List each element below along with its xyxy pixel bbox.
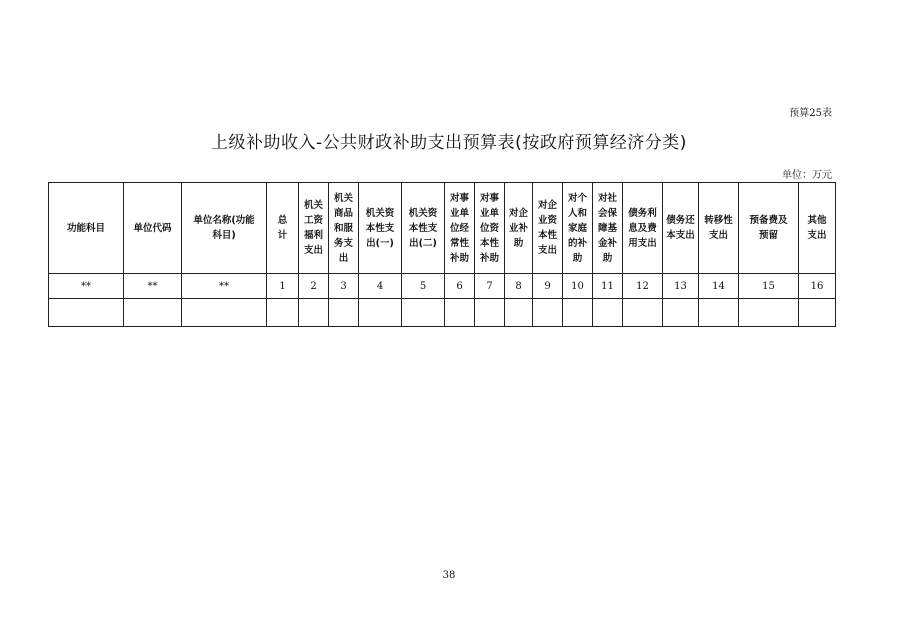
code-cell: 2 bbox=[299, 274, 329, 299]
code-cell: 9 bbox=[533, 274, 563, 299]
column-header: 机关资 本性支 出(二) bbox=[402, 183, 445, 274]
column-header: 债务还 本支出 bbox=[663, 183, 699, 274]
column-header: 对事 业单 位资 本性 补助 bbox=[475, 183, 505, 274]
code-cell: 10 bbox=[563, 274, 593, 299]
data-cell bbox=[49, 299, 124, 327]
column-header: 功能科目 bbox=[49, 183, 124, 274]
code-cell: 1 bbox=[267, 274, 299, 299]
data-cell bbox=[402, 299, 445, 327]
data-cell bbox=[475, 299, 505, 327]
code-cell: ** bbox=[49, 274, 124, 299]
code-cell: 15 bbox=[739, 274, 799, 299]
data-cell bbox=[699, 299, 739, 327]
data-cell bbox=[182, 299, 267, 327]
column-header: 总 计 bbox=[267, 183, 299, 274]
column-header: 机关 工资 福利 支出 bbox=[299, 183, 329, 274]
column-header: 机关资 本性支 出(一) bbox=[359, 183, 402, 274]
column-header: 对社 会保 障基 金补 助 bbox=[593, 183, 623, 274]
table-row bbox=[49, 299, 836, 327]
code-cell: ** bbox=[182, 274, 267, 299]
column-header: 其他 支出 bbox=[799, 183, 836, 274]
code-cell: 16 bbox=[799, 274, 836, 299]
code-cell: 14 bbox=[699, 274, 739, 299]
column-header: 机关 商品 和服 务支 出 bbox=[329, 183, 359, 274]
column-header: 对企 业资 本性 支出 bbox=[533, 183, 563, 274]
page-number: 38 bbox=[442, 570, 456, 581]
header-row bbox=[49, 183, 836, 274]
form-code: 预算25表 bbox=[789, 108, 832, 119]
column-header: 转移性 支出 bbox=[699, 183, 739, 274]
column-header: 单位代码 bbox=[124, 183, 182, 274]
data-cell bbox=[533, 299, 563, 327]
data-cell bbox=[359, 299, 402, 327]
data-cell bbox=[505, 299, 533, 327]
data-cell bbox=[563, 299, 593, 327]
code-cell: 8 bbox=[505, 274, 533, 299]
data-cell bbox=[445, 299, 475, 327]
page-title: 上级补助收入-公共财政补助支出预算表(按政府预算经济分类) bbox=[211, 133, 687, 153]
column-header: 单位名称(功能 科目) bbox=[182, 183, 267, 274]
code-cell: 5 bbox=[402, 274, 445, 299]
code-cell: 13 bbox=[663, 274, 699, 299]
code-cell: ** bbox=[124, 274, 182, 299]
code-cell: 7 bbox=[475, 274, 505, 299]
code-cell: 4 bbox=[359, 274, 402, 299]
data-cell bbox=[663, 299, 699, 327]
code-cell: 12 bbox=[623, 274, 663, 299]
data-cell bbox=[623, 299, 663, 327]
column-code-row bbox=[49, 274, 836, 299]
code-cell: 3 bbox=[329, 274, 359, 299]
data-cell bbox=[799, 299, 836, 327]
data-cell bbox=[329, 299, 359, 327]
code-cell: 11 bbox=[593, 274, 623, 299]
column-header: 对事 业单 位经 常性 补助 bbox=[445, 183, 475, 274]
column-header: 对个 人和 家庭 的补 助 bbox=[563, 183, 593, 274]
column-header: 债务利 息及费 用支出 bbox=[623, 183, 663, 274]
data-cell bbox=[739, 299, 799, 327]
data-cell bbox=[267, 299, 299, 327]
budget-table bbox=[48, 182, 836, 327]
column-header: 预备费及 预留 bbox=[739, 183, 799, 274]
code-cell: 6 bbox=[445, 274, 475, 299]
data-cell bbox=[593, 299, 623, 327]
data-cell bbox=[124, 299, 182, 327]
data-cell bbox=[299, 299, 329, 327]
unit-label: 单位：万元 bbox=[782, 170, 832, 181]
column-header: 对企 业补 助 bbox=[505, 183, 533, 274]
